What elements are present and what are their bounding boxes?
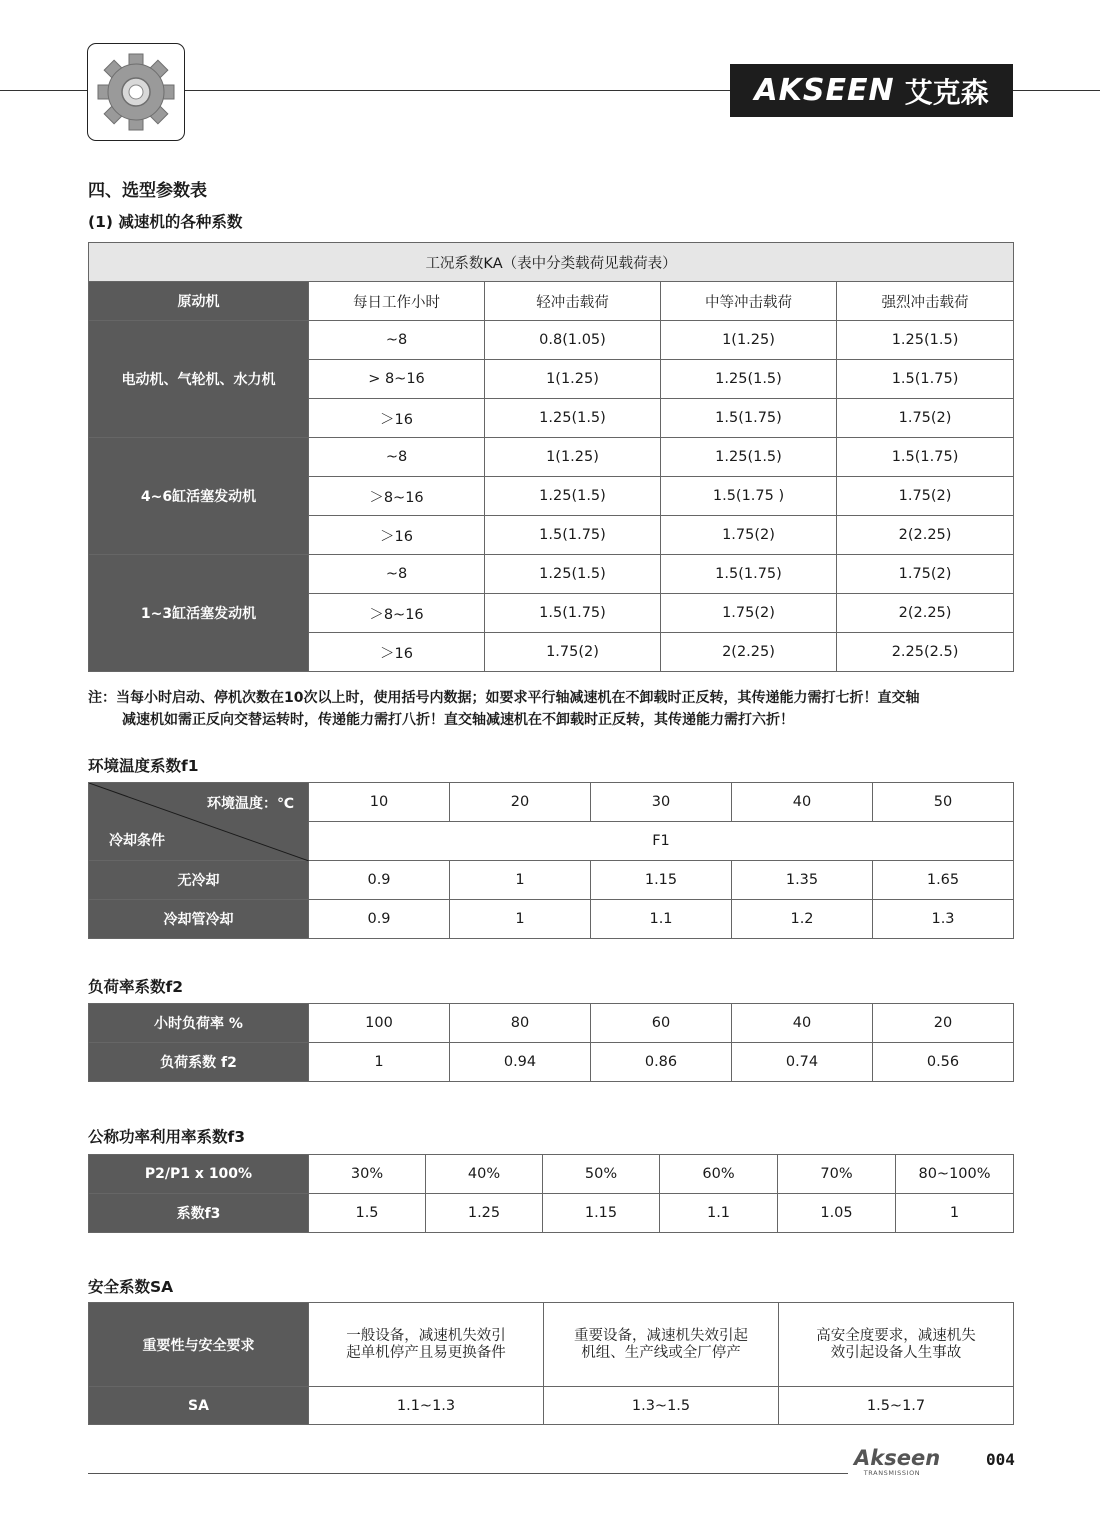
- ka-cell: ＞8~16: [309, 477, 485, 516]
- f1-title: 环境温度系数f1: [88, 757, 199, 775]
- ka-cell: 2(2.25): [837, 594, 1014, 633]
- f3-cell: 80~100%: [896, 1155, 1014, 1194]
- f2-title: 负荷率系数f2: [88, 978, 184, 996]
- sa-category-line: 重要设备，减速机失效引起: [574, 1327, 748, 1344]
- f1-row-label: 冷却管冷却: [89, 900, 309, 939]
- f2-cell: 0.74: [732, 1043, 873, 1082]
- sa-category: [779, 1303, 1014, 1387]
- f1-cell: 1: [450, 900, 591, 939]
- ka-cell: 2(2.25): [837, 516, 1014, 555]
- ka-caption: 工况系数KA（表中分类载荷见载荷表）: [89, 243, 1014, 282]
- ka-group-label: 电动机、气轮机、水力机: [89, 321, 309, 438]
- ka-cell: 1.25(1.5): [485, 555, 661, 594]
- f3-cell: 1.05: [778, 1194, 896, 1233]
- sa-row-label: SA: [89, 1387, 309, 1425]
- gear-icon: [88, 44, 184, 140]
- footer-rule: [88, 1473, 848, 1474]
- ka-cell: 1.25(1.5): [661, 438, 837, 477]
- sa-cell: 1.5~1.7: [779, 1387, 1014, 1425]
- ka-cell: 2(2.25): [661, 633, 837, 672]
- ka-cell: 1.5(1.75): [661, 555, 837, 594]
- f2-cell: 0.56: [873, 1043, 1014, 1082]
- f1-cell: 1.35: [732, 861, 873, 900]
- ka-header-heavy: 强烈冲击载荷: [837, 282, 1014, 321]
- ka-cell: 1(1.25): [485, 360, 661, 399]
- brand-name-en: AKSEEN: [754, 73, 895, 108]
- f3-title: 公称功率利用率系数f3: [88, 1128, 246, 1146]
- ka-cell: 1.75(2): [837, 477, 1014, 516]
- ka-cell: ＞16: [309, 516, 485, 555]
- f1-temp: 30: [591, 783, 732, 822]
- f3-cell: 30%: [309, 1155, 426, 1194]
- sa-category-line: 起单机停产且易更换备件: [346, 1344, 506, 1361]
- sa-category-line: 一般设备，减速机失效引: [346, 1327, 506, 1344]
- sa-cell: 1.3~1.5: [544, 1387, 779, 1425]
- ka-cell: ＞16: [309, 633, 485, 672]
- brand-name-cn: 艾克森: [904, 75, 989, 109]
- f1-cell: 1: [450, 861, 591, 900]
- f2-table: [88, 1003, 1014, 1082]
- sa-cell: 1.1~1.3: [309, 1387, 544, 1425]
- ka-cell: 1.5(1.75): [661, 399, 837, 438]
- sa-category-line: 效引起设备人生事故: [830, 1344, 962, 1361]
- footer-logo-word: Akseen: [854, 1446, 941, 1470]
- ka-cell: 1.5(1.75 ): [661, 477, 837, 516]
- f1-cell: 1.65: [873, 861, 1014, 900]
- brand-banner: [730, 64, 1013, 117]
- ka-cell: ~8: [309, 438, 485, 477]
- f1-temp: 10: [309, 783, 450, 822]
- ka-cell: ＞16: [309, 399, 485, 438]
- f2-cell: 1: [309, 1043, 450, 1082]
- f3-cell: 1: [896, 1194, 1014, 1233]
- f2-cell: 100: [309, 1004, 450, 1043]
- ka-cell: 0.8(1.05): [485, 321, 661, 360]
- f1-cell: 1.2: [732, 900, 873, 939]
- f2-row-label: 小时负荷率 %: [89, 1004, 309, 1043]
- ka-cell: 1.75(2): [661, 516, 837, 555]
- note-line-2: 减速机如需正反向交替运转时，传递能力需打八折！直交轴减速机在不卸载时正反转，其传递能力需打六折！: [122, 712, 794, 728]
- sa-title: 安全系数SA: [88, 1278, 174, 1296]
- f1-cell: 0.9: [309, 900, 450, 939]
- ka-cell: ~8: [309, 321, 485, 360]
- f3-cell: 1.15: [543, 1194, 660, 1233]
- sa-table: [88, 1302, 1014, 1425]
- f1-subheader: F1: [309, 822, 1014, 861]
- subsection-title: (1) 减速机的各种系数: [88, 213, 243, 231]
- ka-cell: 1.25(1.5): [837, 321, 1014, 360]
- ka-cell: 2.25(2.5): [837, 633, 1014, 672]
- f3-table: [88, 1154, 1014, 1233]
- f1-temp: 40: [732, 783, 873, 822]
- f3-cell: 1.25: [426, 1194, 543, 1233]
- f1-temp: 20: [450, 783, 591, 822]
- f1-cell: 1.15: [591, 861, 732, 900]
- footer-logo: [854, 1446, 941, 1478]
- f1-corner-bottom: 冷却条件: [109, 833, 165, 849]
- f3-cell: 1.1: [660, 1194, 778, 1233]
- ka-cell: 1.5(1.75): [485, 516, 661, 555]
- f3-row-label: 系数f3: [89, 1194, 309, 1233]
- sa-header-label: 重要性与安全要求: [89, 1303, 309, 1387]
- ka-cell: 1.25(1.5): [485, 477, 661, 516]
- ka-header-light: 轻冲击载荷: [485, 282, 661, 321]
- f2-cell: 80: [450, 1004, 591, 1043]
- gear-logo-box: [87, 43, 185, 141]
- ka-cell: 1.75(2): [485, 633, 661, 672]
- f1-corner-top: 环境温度：℃: [207, 796, 294, 812]
- f2-cell: 0.86: [591, 1043, 732, 1082]
- usage-note: [88, 687, 1028, 731]
- sa-category: [544, 1303, 779, 1387]
- ka-cell: 1.75(2): [837, 399, 1014, 438]
- f1-cell: 0.9: [309, 861, 450, 900]
- sa-category-line: 机组、生产线或全厂停产: [581, 1344, 741, 1361]
- f2-cell: 60: [591, 1004, 732, 1043]
- ka-cell: 1.25(1.5): [485, 399, 661, 438]
- section-title: 四、选型参数表: [88, 181, 207, 201]
- f1-cell: 1.1: [591, 900, 732, 939]
- f3-cell: 70%: [778, 1155, 896, 1194]
- ka-group-label: 4~6缸活塞发动机: [89, 438, 309, 555]
- ka-group-label: 1~3缸活塞发动机: [89, 555, 309, 672]
- footer-logo-sub: TRANSMISSION: [863, 1469, 921, 1477]
- ka-cell: 1.5(1.75): [837, 438, 1014, 477]
- f3-cell: 50%: [543, 1155, 660, 1194]
- ka-cell: 1.5(1.75): [485, 594, 661, 633]
- f1-temp: 50: [873, 783, 1014, 822]
- sa-category: [309, 1303, 544, 1387]
- ka-cell: 1.75(2): [837, 555, 1014, 594]
- ka-cell: 1.25(1.5): [661, 360, 837, 399]
- f1-cell: 1.3: [873, 900, 1014, 939]
- ka-cell: ~8: [309, 555, 485, 594]
- f3-cell: 1.5: [309, 1194, 426, 1233]
- note-line-1: 注：当每小时启动、停机次数在10次以上时，使用括号内数据；如要求平行轴减速机在不卸载时正反转，其传递能力需打七折！直交轴: [88, 690, 920, 706]
- f2-row-label: 负荷系数 f2: [89, 1043, 309, 1082]
- ka-header-prime-mover: 原动机: [89, 282, 309, 321]
- ka-cell: 1.75(2): [661, 594, 837, 633]
- ka-header-medium: 中等冲击载荷: [661, 282, 837, 321]
- ka-header-hours: 每日工作小时: [309, 282, 485, 321]
- f3-cell: 60%: [660, 1155, 778, 1194]
- f2-cell: 0.94: [450, 1043, 591, 1082]
- ka-cell: 1(1.25): [485, 438, 661, 477]
- ka-cell: 1.5(1.75): [837, 360, 1014, 399]
- sa-category-line: 高安全度要求，减速机失: [816, 1327, 976, 1344]
- f2-cell: 40: [732, 1004, 873, 1043]
- ka-cell: > 8~16: [309, 360, 485, 399]
- f3-row-label: P2/P1 x 100%: [89, 1155, 309, 1194]
- ka-cell: ＞8~16: [309, 594, 485, 633]
- ka-table: [88, 242, 1014, 672]
- f1-table: [88, 782, 1014, 939]
- f1-corner-cell: [89, 783, 309, 861]
- f3-cell: 40%: [426, 1155, 543, 1194]
- f1-row-label: 无冷却: [89, 861, 309, 900]
- page-number: 004: [986, 1450, 1015, 1469]
- ka-cell: 1(1.25): [661, 321, 837, 360]
- f2-cell: 20: [873, 1004, 1014, 1043]
